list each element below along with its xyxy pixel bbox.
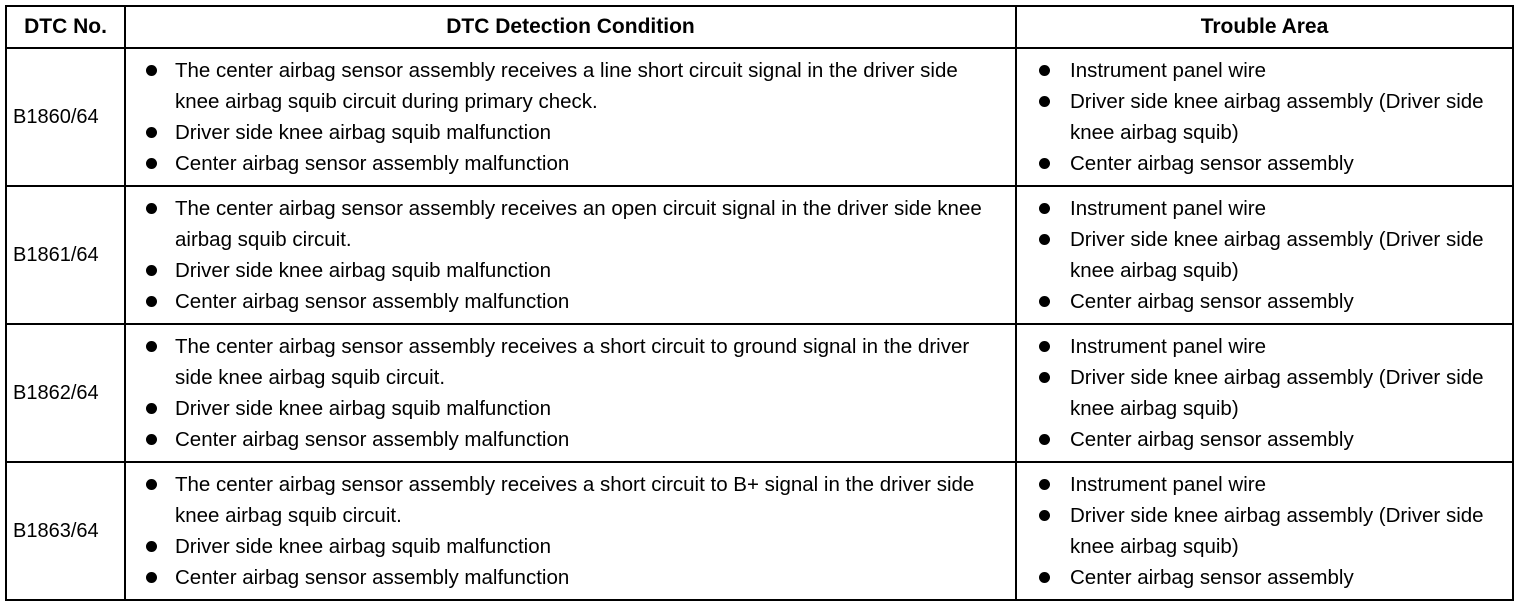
trouble-area-text: Instrument panel wire bbox=[1070, 59, 1266, 82]
trouble-area-text: Driver side knee airbag assembly (Driver side knee airbag squib) bbox=[1070, 504, 1484, 558]
condition-text: Center airbag sensor assembly malfunction bbox=[175, 290, 570, 313]
header-trouble-area: Trouble Area bbox=[1016, 6, 1513, 48]
list-item bbox=[1017, 562, 1512, 593]
bullet-icon bbox=[1039, 203, 1050, 214]
list-item bbox=[126, 531, 1015, 562]
dtc-code: B1862/64 bbox=[6, 324, 125, 462]
condition-text: Driver side knee airbag squib malfunction bbox=[175, 535, 552, 558]
condition-text: The center airbag sensor assembly receives a short circuit to B+ signal in the driver side knee airbag squib circuit. bbox=[175, 473, 975, 527]
list-item bbox=[1017, 362, 1512, 424]
condition-list bbox=[126, 469, 1015, 593]
dtc-code: B1860/64 bbox=[6, 48, 125, 186]
list-item bbox=[126, 393, 1015, 424]
trouble-area-text: Center airbag sensor assembly bbox=[1070, 152, 1354, 175]
table-body bbox=[6, 48, 1513, 600]
list-item bbox=[126, 469, 1015, 531]
list-item bbox=[126, 286, 1015, 317]
list-item bbox=[1017, 224, 1512, 286]
list-item bbox=[126, 331, 1015, 393]
condition-list bbox=[126, 193, 1015, 317]
trouble-area-list bbox=[1017, 193, 1512, 317]
trouble-area-text: Driver side knee airbag assembly (Driver side knee airbag squib) bbox=[1070, 228, 1484, 282]
condition-text: The center airbag sensor assembly receives a short circuit to ground signal in the driver side knee airbag squib circuit. bbox=[175, 335, 970, 389]
trouble-area-cell bbox=[1016, 186, 1513, 324]
condition-text: Center airbag sensor assembly malfunction bbox=[175, 152, 570, 175]
bullet-icon bbox=[146, 572, 157, 583]
trouble-area-text: Driver side knee airbag assembly (Driver side knee airbag squib) bbox=[1070, 366, 1484, 420]
table-header bbox=[6, 6, 1513, 48]
bullet-icon bbox=[1039, 341, 1050, 352]
bullet-icon bbox=[1039, 65, 1050, 76]
list-item bbox=[1017, 331, 1512, 362]
condition-text: Driver side knee airbag squib malfunction bbox=[175, 121, 552, 144]
list-item bbox=[126, 255, 1015, 286]
dtc-code: B1863/64 bbox=[6, 462, 125, 600]
list-item bbox=[126, 55, 1015, 117]
list-item bbox=[126, 193, 1015, 255]
list-item bbox=[126, 424, 1015, 455]
trouble-area-cell bbox=[1016, 324, 1513, 462]
table-row bbox=[6, 186, 1513, 324]
trouble-area-text: Instrument panel wire bbox=[1070, 197, 1266, 220]
trouble-area-text: Instrument panel wire bbox=[1070, 473, 1266, 496]
trouble-area-text: Instrument panel wire bbox=[1070, 335, 1266, 358]
bullet-icon bbox=[146, 296, 157, 307]
trouble-area-text: Center airbag sensor assembly bbox=[1070, 290, 1354, 313]
list-item bbox=[1017, 424, 1512, 455]
list-item bbox=[1017, 469, 1512, 500]
dtc-table bbox=[5, 5, 1514, 601]
list-item bbox=[1017, 500, 1512, 562]
bullet-icon bbox=[146, 65, 157, 76]
trouble-area-cell bbox=[1016, 48, 1513, 186]
condition-text: The center airbag sensor assembly receives an open circuit signal in the driver side knee airbag squib circuit. bbox=[175, 197, 982, 251]
list-item bbox=[1017, 55, 1512, 86]
trouble-area-list bbox=[1017, 469, 1512, 593]
bullet-icon bbox=[146, 203, 157, 214]
detection-condition-cell bbox=[125, 186, 1016, 324]
trouble-area-text: Center airbag sensor assembly bbox=[1070, 428, 1354, 451]
dtc-table-container bbox=[5, 5, 1512, 601]
bullet-icon bbox=[1039, 510, 1050, 521]
condition-text: Driver side knee airbag squib malfunction bbox=[175, 259, 552, 282]
table-row bbox=[6, 48, 1513, 186]
trouble-area-list bbox=[1017, 55, 1512, 179]
list-item bbox=[126, 148, 1015, 179]
bullet-icon bbox=[146, 434, 157, 445]
bullet-icon bbox=[1039, 434, 1050, 445]
list-item bbox=[1017, 193, 1512, 224]
bullet-icon bbox=[1039, 234, 1050, 245]
bullet-icon bbox=[146, 341, 157, 352]
condition-list bbox=[126, 331, 1015, 455]
list-item bbox=[1017, 286, 1512, 317]
trouble-area-text: Driver side knee airbag assembly (Driver side knee airbag squib) bbox=[1070, 90, 1484, 144]
bullet-icon bbox=[146, 479, 157, 490]
list-item bbox=[126, 562, 1015, 593]
bullet-icon bbox=[1039, 572, 1050, 583]
header-row bbox=[6, 6, 1513, 48]
trouble-area-list bbox=[1017, 331, 1512, 455]
bullet-icon bbox=[146, 158, 157, 169]
bullet-icon bbox=[146, 265, 157, 276]
header-dtc-no: DTC No. bbox=[6, 6, 125, 48]
condition-text: Center airbag sensor assembly malfunction bbox=[175, 566, 570, 589]
list-item bbox=[126, 117, 1015, 148]
bullet-icon bbox=[1039, 158, 1050, 169]
dtc-code: B1861/64 bbox=[6, 186, 125, 324]
trouble-area-text: Center airbag sensor assembly bbox=[1070, 566, 1354, 589]
condition-list bbox=[126, 55, 1015, 179]
bullet-icon bbox=[1039, 96, 1050, 107]
condition-text: Center airbag sensor assembly malfunction bbox=[175, 428, 570, 451]
list-item bbox=[1017, 148, 1512, 179]
detection-condition-cell bbox=[125, 462, 1016, 600]
condition-text: Driver side knee airbag squib malfunction bbox=[175, 397, 552, 420]
bullet-icon bbox=[146, 541, 157, 552]
table-row bbox=[6, 324, 1513, 462]
bullet-icon bbox=[146, 127, 157, 138]
bullet-icon bbox=[1039, 296, 1050, 307]
trouble-area-cell bbox=[1016, 462, 1513, 600]
detection-condition-cell bbox=[125, 48, 1016, 186]
bullet-icon bbox=[1039, 479, 1050, 490]
list-item bbox=[1017, 86, 1512, 148]
table-row bbox=[6, 462, 1513, 600]
detection-condition-cell bbox=[125, 324, 1016, 462]
bullet-icon bbox=[146, 403, 157, 414]
header-detection-condition: DTC Detection Condition bbox=[125, 6, 1016, 48]
bullet-icon bbox=[1039, 372, 1050, 383]
condition-text: The center airbag sensor assembly receives a line short circuit signal in the driver side knee airbag squib circuit during primary check. bbox=[175, 59, 958, 113]
